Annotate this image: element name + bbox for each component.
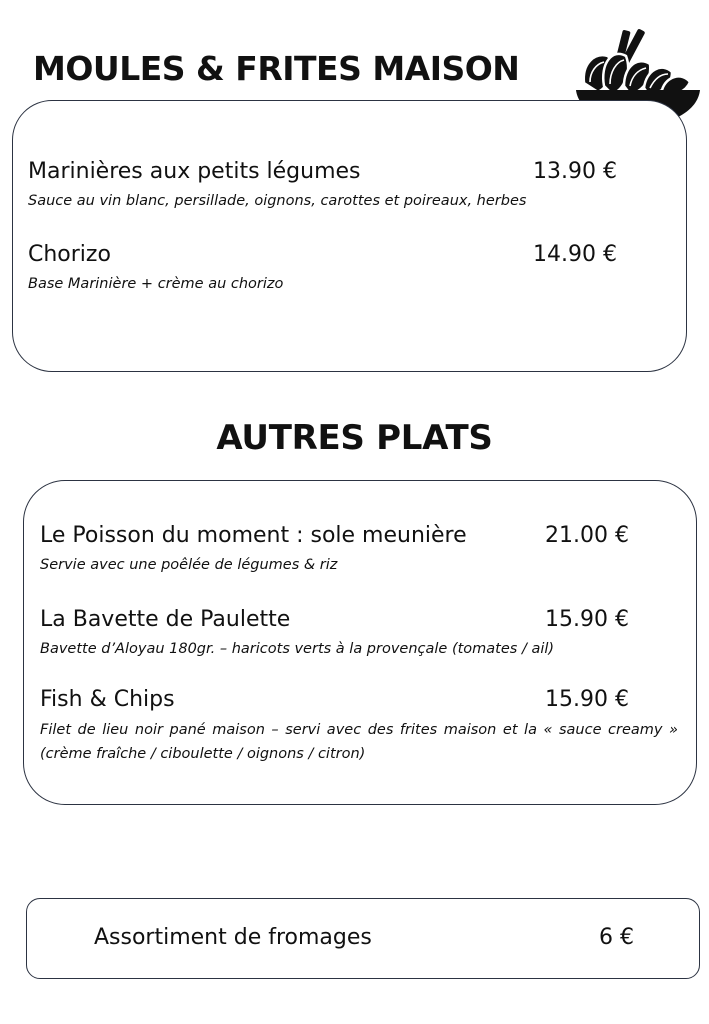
menu-item-name: Le Poisson du moment : sole meunière (40, 523, 467, 548)
menu-item-price: 15.90 € (545, 687, 629, 712)
menu-item-price: 15.90 € (545, 607, 629, 632)
menu-item-name: Chorizo (28, 242, 111, 267)
moules-frites-panel (12, 100, 687, 372)
menu-item-price: 14.90 € (533, 242, 617, 267)
menu-item-description: Sauce au vin blanc, persillade, oignons, carottes et poireaux, herbes (28, 193, 527, 209)
menu-item-name: Fish & Chips (40, 687, 175, 712)
fromages-panel (26, 898, 700, 979)
menu-item-price: 13.90 € (533, 159, 617, 184)
menu-item-description: Base Marinière + crème au chorizo (28, 276, 284, 292)
menu-item-price: 21.00 € (545, 523, 629, 548)
menu-item-description: Servie avec une poêlée de légumes & riz (40, 557, 338, 573)
autres-plats-heading: AUTRES PLATS (216, 418, 493, 458)
moules-frites-heading: MOULES & FRITES MAISON (33, 49, 520, 88)
menu-item-price: 6 € (599, 925, 634, 950)
autres-plats-panel (23, 480, 697, 805)
menu-item-description: Filet de lieu noir pané maison – servi avec des frites maison et la « sauce creamy » (crème fraîche / ciboulette / oignons / citron) (40, 722, 678, 762)
menu-item-description: Bavette d’Aloyau 180gr. – haricots verts à la provençale (tomates / ail) (40, 641, 555, 657)
menu-item-name: La Bavette de Paulette (40, 607, 291, 632)
menu-item-name: Assortiment de fromages (94, 925, 372, 950)
menu-item-name: Marinières aux petits légumes (28, 159, 361, 184)
